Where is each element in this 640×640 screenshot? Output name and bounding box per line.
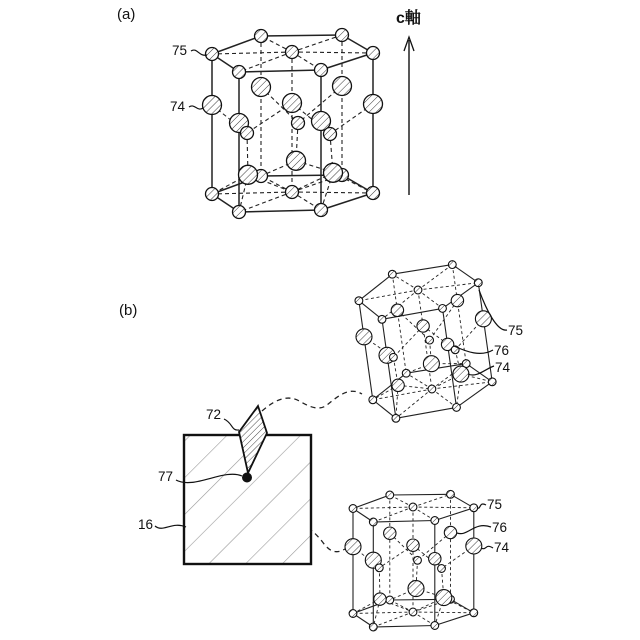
atom-75 [447,490,455,498]
atom-75 [286,46,299,59]
cell-edge [212,36,261,54]
bond-dashed [392,274,418,290]
atom-75 [392,414,400,422]
atom-75 [470,609,478,617]
cell-edge [392,265,452,275]
atom-75 [375,564,383,572]
atom-75 [206,188,219,201]
cell-edge [390,494,451,495]
ref-74-upper: 74 [495,360,511,375]
ref-77-nucleus: 77 [158,469,174,484]
bond-dashed [373,507,413,522]
atom-75 [369,623,377,631]
bond-dashed [292,192,373,193]
atom-75 [426,336,434,344]
atom-75 [488,378,496,386]
atom-76 [429,553,441,565]
cell-edge [435,613,474,626]
atom-75 [448,261,456,269]
leader-a-74 [189,106,203,109]
atom-75 [431,517,439,525]
cell-edge [435,508,474,521]
c-axis-label: c軸 [396,10,421,27]
atom-75 [431,622,439,630]
nucleus-dot [242,473,252,483]
atom-75 [386,596,394,604]
ref-75-lower: 75 [487,497,503,512]
atom-75 [402,369,410,377]
cell-edge [373,626,435,628]
atom-75 [367,47,380,60]
panel-a-label: (a) [117,6,136,23]
atom-74 [287,151,306,170]
leader-a-75 [191,50,207,55]
atom-75 [439,305,447,313]
cell-edge [353,495,390,509]
atom-75 [286,186,299,199]
atom-74 [356,329,372,345]
bond-dashed [413,507,474,508]
cell-edge [321,193,373,210]
cell-edge [443,308,457,407]
panel-b-label: (b) [119,302,138,319]
atom-75 [241,127,254,140]
bond-dashed [212,192,292,194]
atom-74 [408,581,424,597]
atom-76 [444,526,456,538]
atom-76 [451,294,463,306]
cell-edge [239,210,321,212]
atom-74 [333,77,352,96]
atom-75 [453,404,461,412]
cell-edge [239,70,321,72]
atom-75 [233,206,246,219]
cell-edge [466,364,492,382]
cell-edge [359,274,392,301]
atom-74 [324,163,343,182]
leader-16 [155,525,186,528]
atom-75 [378,315,386,323]
bond-dashed [353,507,413,509]
atom-74 [466,538,482,554]
atom-75 [255,30,268,43]
ref-72-facet: 72 [206,407,222,422]
crystal-b-lower [345,490,482,630]
atom-74 [436,590,452,606]
atom-74 [203,96,222,115]
atom-75 [315,204,328,217]
atom-75 [233,66,246,79]
atom-76 [391,304,403,316]
atom-76 [417,320,429,332]
atom-75 [369,396,377,404]
atom-75 [386,491,394,499]
bond-dashed [212,52,292,54]
leader-72 [224,419,239,430]
atom-76 [392,379,404,391]
bond-dashed [292,52,373,53]
bond-dashed [432,389,457,407]
c-axis-arrow [404,37,414,195]
bond-dashed [396,389,432,418]
atom-75 [414,286,422,294]
atom-75 [315,64,328,77]
ref-74-a: 74 [170,99,186,114]
ref-75-a: 75 [172,43,188,58]
atom-74 [453,366,469,382]
bond-dashed [418,290,443,308]
atom-75 [428,385,436,393]
atom-75 [349,505,357,513]
atom-75 [388,270,396,278]
cell-edge [373,521,435,523]
bond-dashed [413,494,451,507]
cell-edge [396,407,457,418]
cell-edge [452,265,478,283]
atom-75 [414,556,422,564]
cell-edge [261,35,342,36]
atom-74 [364,95,383,114]
atom-75 [336,29,349,42]
atom-76 [407,539,419,551]
atom-74 [345,539,361,555]
bond-dashed [239,192,292,212]
atom-75 [367,187,380,200]
leader-l-75 [477,504,486,508]
atom-75 [409,503,417,511]
bond-dashed [292,35,342,52]
bond-dashed [353,612,413,614]
atom-75 [292,117,305,130]
atom-74 [423,356,439,372]
atom-74 [252,78,271,97]
atom-75 [206,48,219,61]
cell-edge [478,283,492,382]
bond-dashed [373,612,413,627]
atom-75 [438,565,446,573]
atom-75 [390,353,398,361]
crystal-b-upper [355,261,496,422]
cell-edge [359,301,373,400]
atom-75 [349,610,357,618]
atom-74 [283,94,302,113]
crystal-a [203,29,383,219]
bond-dashed [239,52,292,72]
ref-76-upper: 76 [494,343,510,358]
ref-75-upper: 75 [508,323,524,338]
bond-dashed [359,290,418,301]
atom-75 [409,608,417,616]
atom-75 [369,518,377,526]
cell-edge [382,319,396,418]
leader-l-74 [481,546,493,548]
cell-edge [321,53,373,70]
ref-16-substrate: 16 [138,517,154,532]
atom-76 [374,593,386,605]
atom-75 [355,297,363,305]
atom-74 [239,165,258,184]
ref-74-lower: 74 [494,540,510,555]
ref-76-lower: 76 [492,520,508,535]
atom-75 [474,279,482,287]
atom-75 [324,128,337,141]
atom-75 [470,504,478,512]
atom-76 [384,527,396,539]
bond-dashed [413,612,474,613]
connector-facet-to-upper-crystal [262,391,362,411]
